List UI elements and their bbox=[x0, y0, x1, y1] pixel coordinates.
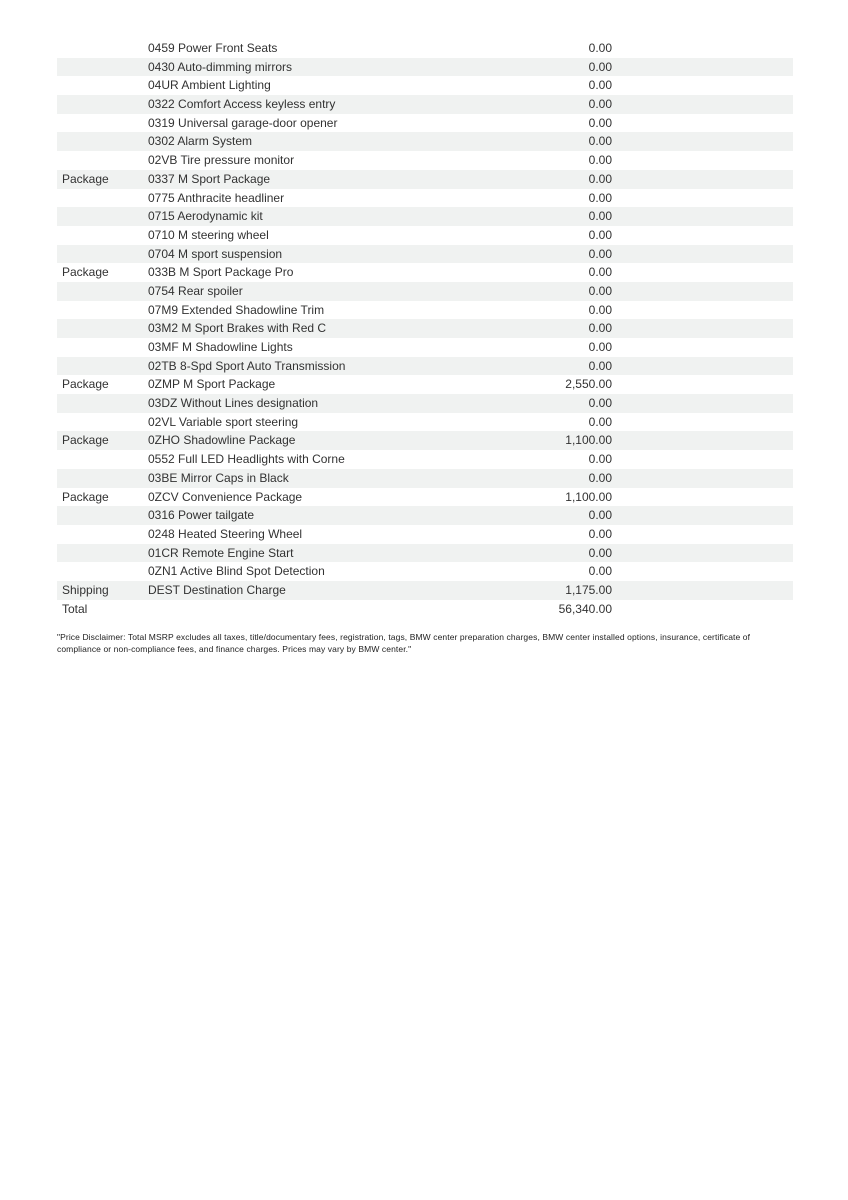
row-price-value: 0.00 bbox=[588, 153, 612, 168]
row-category-label bbox=[57, 95, 148, 114]
row-price-value: 0.00 bbox=[588, 134, 612, 149]
row-category-label: Package bbox=[62, 433, 109, 448]
row-item-description: 0ZHO Shadowline Package bbox=[148, 433, 296, 448]
row-category-label bbox=[57, 76, 148, 95]
row-price-value: 0.00 bbox=[588, 59, 612, 74]
row-item-description: DEST Destination Charge bbox=[148, 582, 286, 597]
table-row bbox=[57, 170, 793, 189]
row-item-description: 033B M Sport Package Pro bbox=[148, 265, 294, 280]
table-row bbox=[57, 263, 793, 282]
table-row bbox=[57, 525, 793, 544]
row-category-label: Package bbox=[62, 171, 109, 186]
row-price-value: 0.00 bbox=[588, 265, 612, 280]
vehicle-options-table bbox=[57, 39, 793, 618]
table-row bbox=[57, 375, 793, 394]
table-row bbox=[57, 357, 793, 376]
row-filler bbox=[612, 263, 793, 282]
row-category-label bbox=[57, 282, 148, 301]
row-item-description: 0248 Heated Steering Wheel bbox=[148, 526, 303, 541]
row-category-label: Package bbox=[62, 265, 109, 280]
row-item-description: 02VL Variable sport steering bbox=[148, 414, 299, 429]
row-item-description: 0459 Power Front Seats bbox=[148, 41, 278, 55]
row-item-description: 01CR Remote Engine Start bbox=[148, 545, 294, 560]
row-price-value: 0.00 bbox=[588, 414, 612, 429]
row-item-description: 0775 Anthracite headliner bbox=[148, 190, 285, 205]
row-price-value: 0.00 bbox=[588, 508, 612, 523]
row-item-description: 0316 Power tailgate bbox=[148, 508, 255, 523]
row-category-label bbox=[57, 525, 148, 544]
row-item-description: 0ZMP M Sport Package bbox=[148, 377, 276, 392]
table-row bbox=[57, 151, 793, 170]
row-filler bbox=[612, 170, 793, 189]
row-filler bbox=[612, 207, 793, 226]
row-filler bbox=[612, 76, 793, 95]
row-category-label bbox=[57, 39, 148, 58]
row-price-value: 0.00 bbox=[588, 246, 612, 261]
row-item-description: 0ZCV Convenience Package bbox=[148, 489, 303, 504]
row-category-label bbox=[57, 544, 148, 563]
row-filler bbox=[612, 95, 793, 114]
row-price-value: 0.00 bbox=[588, 227, 612, 242]
row-price-value: 56,340.00 bbox=[558, 601, 612, 616]
row-category-label bbox=[57, 562, 148, 581]
row-item-description: 0322 Comfort Access keyless entry bbox=[148, 97, 336, 112]
row-item-description: 04UR Ambient Lighting bbox=[148, 78, 271, 93]
row-price-value: 1,100.00 bbox=[565, 489, 612, 504]
row-price-value: 0.00 bbox=[588, 396, 612, 411]
row-category-label bbox=[57, 506, 148, 525]
row-price-value: 0.00 bbox=[588, 545, 612, 560]
row-item-description: 02VB Tire pressure monitor bbox=[148, 153, 295, 168]
table-row bbox=[57, 450, 793, 469]
table-row bbox=[57, 58, 793, 77]
row-category-label bbox=[57, 413, 148, 432]
row-category-label bbox=[57, 450, 148, 469]
row-category-label: Package bbox=[62, 489, 109, 504]
table-row bbox=[57, 76, 793, 95]
table-row bbox=[57, 469, 793, 488]
row-filler bbox=[612, 600, 793, 619]
table-row bbox=[57, 506, 793, 525]
row-price-value: 0.00 bbox=[588, 97, 612, 112]
row-category-label bbox=[57, 319, 148, 338]
row-filler bbox=[612, 450, 793, 469]
row-price-value: 0.00 bbox=[588, 115, 612, 130]
row-category-label bbox=[57, 58, 148, 77]
row-item-description: 0319 Universal garage-door opener bbox=[148, 115, 338, 130]
row-filler bbox=[612, 506, 793, 525]
row-filler bbox=[612, 39, 793, 58]
row-filler bbox=[612, 189, 793, 208]
row-item-description: 0430 Auto-dimming mirrors bbox=[148, 59, 293, 74]
row-category-label bbox=[57, 301, 148, 320]
table-row bbox=[57, 394, 793, 413]
row-filler bbox=[612, 282, 793, 301]
row-price-value: 0.00 bbox=[588, 358, 612, 373]
row-price-value: 0.00 bbox=[588, 564, 612, 579]
row-category-label: Total bbox=[62, 601, 88, 616]
row-item-description: 07M9 Extended Shadowline Trim bbox=[148, 302, 325, 317]
table-row bbox=[57, 562, 793, 581]
row-item-description: 0552 Full LED Headlights with Corne bbox=[148, 452, 345, 467]
table-row bbox=[57, 207, 793, 226]
table-row bbox=[57, 132, 793, 151]
row-price-value: 0.00 bbox=[588, 452, 612, 467]
row-category-label: Shipping bbox=[62, 582, 109, 597]
row-filler bbox=[612, 525, 793, 544]
row-filler bbox=[612, 431, 793, 450]
row-category-label bbox=[57, 394, 148, 413]
row-category-label bbox=[57, 226, 148, 245]
table-row bbox=[57, 600, 793, 619]
row-category-label bbox=[57, 338, 148, 357]
row-category-label bbox=[57, 245, 148, 264]
row-price-value: 0.00 bbox=[588, 41, 612, 55]
row-filler bbox=[612, 245, 793, 264]
row-category-label bbox=[57, 357, 148, 376]
table-row bbox=[57, 413, 793, 432]
row-price-value: 0.00 bbox=[588, 340, 612, 354]
table-row bbox=[57, 39, 793, 58]
row-category-label bbox=[57, 114, 148, 133]
row-item-description: 03BE Mirror Caps in Black bbox=[148, 470, 289, 485]
row-filler bbox=[612, 132, 793, 151]
row-item-description: 03MF M Shadowline Lights bbox=[148, 340, 293, 354]
row-category-label bbox=[57, 189, 148, 208]
table-row bbox=[57, 95, 793, 114]
table-row bbox=[57, 319, 793, 338]
row-item-description: 0ZN1 Active Blind Spot Detection bbox=[148, 564, 325, 579]
row-category-label bbox=[57, 151, 148, 170]
row-item-description bbox=[148, 600, 480, 619]
table-row bbox=[57, 189, 793, 208]
row-filler bbox=[612, 581, 793, 600]
row-price-value: 0.00 bbox=[588, 209, 612, 224]
row-category-label bbox=[57, 132, 148, 151]
row-category-label bbox=[57, 469, 148, 488]
table-row bbox=[57, 301, 793, 320]
table-row bbox=[57, 282, 793, 301]
row-filler bbox=[612, 319, 793, 338]
table-row bbox=[57, 488, 793, 507]
row-category-label bbox=[57, 207, 148, 226]
row-filler bbox=[612, 413, 793, 432]
row-filler bbox=[612, 114, 793, 133]
row-filler bbox=[612, 469, 793, 488]
row-item-description: 0302 Alarm System bbox=[148, 134, 253, 149]
row-price-value: 0.00 bbox=[588, 526, 612, 541]
table-row bbox=[57, 114, 793, 133]
price-disclaimer-text: "Price Disclaimer: Total MSRP excludes all taxes, title/documentary fees, registration, tags, BMW center preparation charges, BMW center installed options, insurance, certificate of compliance or non-compliance fees, and finance charges. Prices may vary by BMW center." bbox=[57, 632, 751, 654]
row-item-description: 03DZ Without Lines designation bbox=[148, 396, 319, 411]
row-filler bbox=[612, 301, 793, 320]
row-item-description: 03M2 M Sport Brakes with Red C bbox=[148, 321, 327, 336]
row-price-value: 0.00 bbox=[588, 470, 612, 485]
row-filler bbox=[612, 488, 793, 507]
row-price-value: 0.00 bbox=[588, 190, 612, 205]
row-price-value: 2,550.00 bbox=[565, 377, 612, 392]
row-filler bbox=[612, 544, 793, 563]
row-filler bbox=[612, 375, 793, 394]
row-filler bbox=[612, 151, 793, 170]
row-item-description: 02TB 8-Spd Sport Auto Transmission bbox=[148, 358, 346, 373]
row-item-description: 0715 Aerodynamic kit bbox=[148, 209, 263, 224]
row-price-value: 0.00 bbox=[588, 321, 612, 336]
row-price-value: 1,100.00 bbox=[565, 433, 612, 448]
table-row bbox=[57, 431, 793, 450]
row-price-value: 0.00 bbox=[588, 78, 612, 93]
row-filler bbox=[612, 226, 793, 245]
row-item-description: 0704 M sport suspension bbox=[148, 246, 283, 261]
row-item-description: 0710 M steering wheel bbox=[148, 227, 269, 242]
row-price-value: 1,175.00 bbox=[565, 582, 612, 597]
row-item-description: 0337 M Sport Package bbox=[148, 171, 271, 186]
row-filler bbox=[612, 394, 793, 413]
table-row bbox=[57, 245, 793, 264]
table-row bbox=[57, 544, 793, 563]
row-item-description: 0754 Rear spoiler bbox=[148, 283, 243, 298]
row-filler bbox=[612, 562, 793, 581]
row-filler bbox=[612, 338, 793, 357]
row-price-value: 0.00 bbox=[588, 283, 612, 298]
row-category-label: Package bbox=[62, 377, 109, 392]
table-row bbox=[57, 581, 793, 600]
row-filler bbox=[612, 357, 793, 376]
table-row bbox=[57, 338, 793, 357]
row-price-value: 0.00 bbox=[588, 302, 612, 317]
row-filler bbox=[612, 58, 793, 77]
row-price-value: 0.00 bbox=[588, 171, 612, 186]
table-row bbox=[57, 226, 793, 245]
